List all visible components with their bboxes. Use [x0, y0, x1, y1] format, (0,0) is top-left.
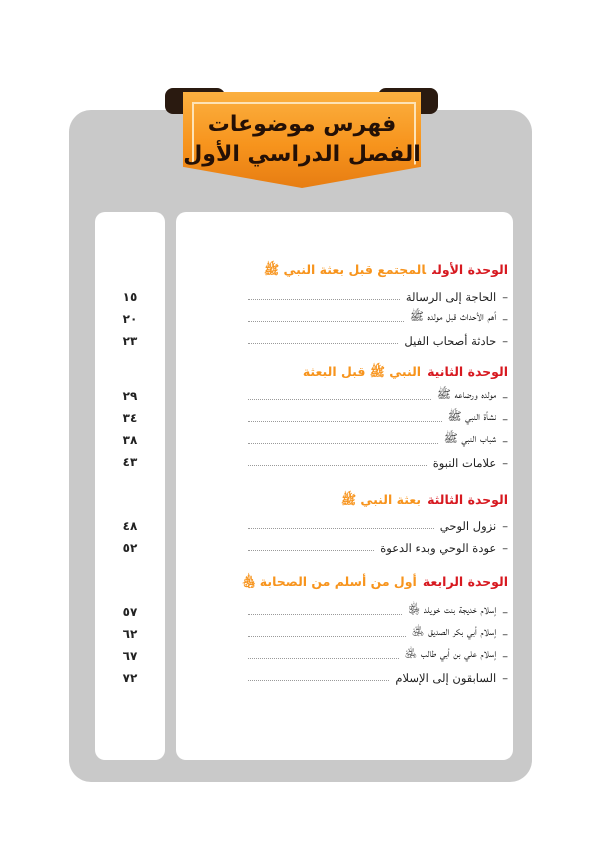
- toc-entry[interactable]: – مولده ورضاعه ﷺ: [248, 386, 508, 404]
- leader-dots: [248, 398, 431, 400]
- page-number: ٤٣: [122, 455, 138, 469]
- leader-dots: [248, 442, 438, 444]
- page-number: ٦٧: [122, 649, 138, 663]
- page-number: ١٥: [122, 290, 138, 304]
- unit-heading: [341, 492, 508, 511]
- page-number: ٦٢: [122, 627, 138, 641]
- toc-entry-title: شباب النبي ﷺ: [443, 431, 497, 445]
- leader-dots: [248, 527, 434, 529]
- toc-entry-title: السابقون إلى الإسلام: [395, 671, 497, 685]
- page-number: ٥٢: [122, 541, 138, 555]
- toc-entry-title: مولده ورضاعه ﷺ: [437, 387, 497, 401]
- toc-entry[interactable]: – حادثة أصحاب الفيل: [248, 330, 508, 348]
- unit-topic: النبي ﷺ قبل البعثة: [302, 364, 422, 379]
- toc-entry[interactable]: – شباب النبي ﷺ: [248, 430, 508, 448]
- leader-dots: [248, 679, 389, 681]
- toc-entry-title: إسلام علي بن أبي طالب ﵁: [404, 646, 497, 660]
- leader-dots: [248, 613, 402, 615]
- page-number: ٧٢: [122, 671, 138, 685]
- toc-entry-title: إسلام خديجة بنت خويلد ﵂: [408, 602, 497, 616]
- unit-heading: [242, 574, 508, 593]
- unit-label: الوحدة الثانية: [427, 364, 508, 379]
- page-number: ٣٨: [122, 433, 138, 447]
- leader-dots: [248, 420, 442, 422]
- unit-label: الوحدة الأولى: [432, 262, 508, 277]
- toc-entry-title: الحاجة إلى الرسالة: [405, 290, 497, 304]
- unit-label: الوحدة الرابعة: [422, 574, 508, 589]
- page-number: ٣٤: [122, 411, 138, 425]
- unit-topic: أول من أسلم من الصحابة ﵃: [241, 574, 417, 589]
- toc-entry-title: عودة الوحي وبدء الدعوة: [380, 541, 497, 555]
- toc-entry[interactable]: – السابقون إلى الإسلام: [248, 667, 508, 685]
- leader-dots: [248, 549, 374, 551]
- unit-heading: [303, 364, 508, 383]
- toc-entry-title: نزول الوحي: [439, 519, 497, 533]
- toc-entry[interactable]: – إسلام علي بن أبي طالب ﵁: [248, 645, 508, 663]
- toc-entry[interactable]: – عودة الوحي وبدء الدعوة: [248, 537, 508, 555]
- toc-entry[interactable]: – علامات النبوة: [248, 452, 508, 470]
- unit-label: الوحدة الثالثة: [427, 492, 508, 507]
- toc-entry-title: علامات النبوة: [432, 456, 497, 470]
- leader-dots: [248, 657, 399, 659]
- leader-dots: [248, 342, 398, 344]
- toc-entry-title: أهم الأحداث قبل مولده ﷺ: [409, 309, 497, 323]
- toc-entry[interactable]: – نزول الوحي: [248, 515, 508, 533]
- toc-entry[interactable]: – إسلام خديجة بنت خويلد ﵂: [248, 601, 508, 619]
- leader-dots: [248, 635, 406, 637]
- toc-entry[interactable]: – نشأة النبي ﷺ: [248, 408, 508, 426]
- toc-entry[interactable]: – الحاجة إلى الرسالة: [248, 286, 508, 304]
- toc-entry-title: إسلام أبي بكر الصديق ﵁: [411, 624, 497, 638]
- page-number: ٢٩: [122, 389, 138, 403]
- page-subtitle: الفصل الدراسي الأول: [183, 142, 421, 167]
- page-number: ٢٣: [122, 334, 138, 348]
- toc-entry-title: حادثة أصحاب الفيل: [404, 334, 497, 348]
- toc-entry[interactable]: – أهم الأحداث قبل مولده ﷺ: [248, 308, 508, 326]
- unit-topic: المجتمع قبل بعثة النبي ﷺ: [264, 262, 427, 277]
- unit-topic: بعثة النبي ﷺ: [340, 492, 422, 507]
- toc-entry[interactable]: – إسلام أبي بكر الصديق ﵁: [248, 623, 508, 641]
- page-number: ٢٠: [122, 312, 138, 326]
- toc-entry-title: نشأة النبي ﷺ: [447, 409, 497, 423]
- leader-dots: [248, 320, 404, 322]
- page-title: فهرس موضوعات: [207, 112, 397, 137]
- unit-heading: [264, 262, 508, 281]
- page-number: ٥٧: [122, 605, 138, 619]
- leader-dots: [248, 464, 427, 466]
- page-number: ٤٨: [122, 519, 138, 533]
- leader-dots: [248, 298, 400, 300]
